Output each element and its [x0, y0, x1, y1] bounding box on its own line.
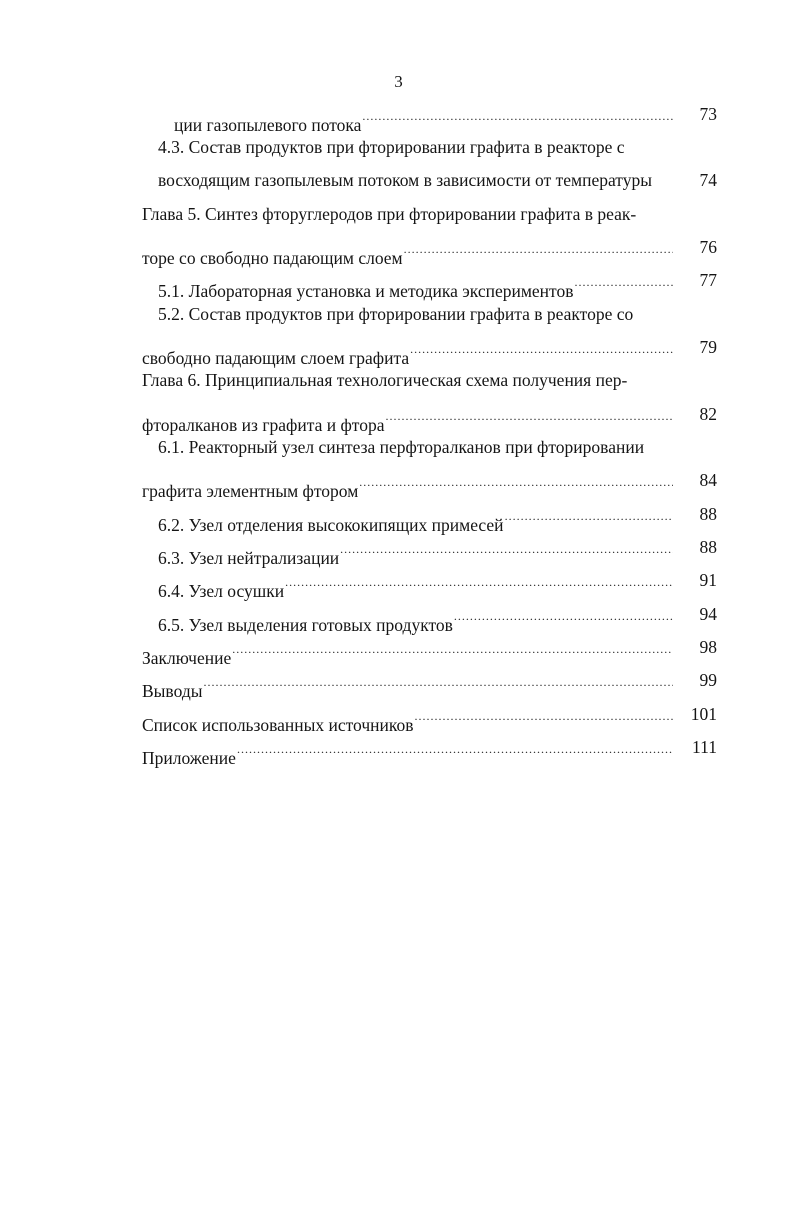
- toc-entry: [142, 463, 679, 501]
- dot-leader: [574, 263, 673, 297]
- toc-entry: [158, 597, 679, 635]
- toc-entry: [142, 397, 679, 435]
- toc-entry: [142, 197, 722, 231]
- dot-leader: [505, 497, 673, 531]
- dot-leader: [386, 397, 674, 431]
- toc-entry-text: 6.4. Узел осушки: [158, 581, 285, 601]
- toc-page-number: 77: [699, 270, 717, 290]
- toc-page-number: 94: [699, 604, 717, 624]
- toc-page-number: 84: [699, 470, 717, 490]
- toc-entry-text: Список использованных источников: [142, 715, 414, 735]
- dot-leader: [404, 230, 673, 264]
- toc-page-number: 88: [699, 504, 717, 524]
- toc-entry-text: восходящим газопылевым потоком в зависимости от температуры: [158, 170, 652, 190]
- dot-leader: [410, 330, 673, 364]
- dot-leader: [237, 730, 673, 764]
- toc-entry: [158, 563, 679, 601]
- toc-entry-text: ции газопылевого потока: [174, 115, 362, 135]
- dot-leader: [340, 530, 673, 564]
- dot-leader: [362, 97, 673, 131]
- toc-entry: [158, 163, 683, 197]
- toc-page-number: 79: [699, 337, 717, 357]
- toc-entry-text: графита элементным фтором: [142, 481, 359, 501]
- toc-entry: [174, 97, 679, 135]
- dot-leader: [203, 663, 673, 697]
- toc-entry-text: 6.1. Реакторный узел синтеза перфторалканов при фторировании: [158, 437, 645, 457]
- toc-entry-text: 6.5. Узел выделения готовых продуктов: [158, 615, 453, 635]
- toc-entry-text: 6.3. Узел нейтрализации: [158, 548, 340, 568]
- toc-page-number: 76: [699, 237, 717, 257]
- toc-entry-text: фторалканов из графита и фтора: [142, 415, 385, 435]
- toc-entry-text: 5.1. Лабораторная установка и методика экспериментов: [158, 281, 574, 301]
- toc-entry-text: Выводы: [142, 681, 203, 701]
- toc-page-number: 98: [699, 637, 717, 657]
- toc-entry: [142, 663, 679, 701]
- toc-page-number: 88: [699, 537, 717, 557]
- toc-entry-text: 5.2. Состав продуктов при фторировании графита в реакторе со: [158, 304, 634, 324]
- toc-entry: [158, 263, 679, 301]
- toc-page-number: 99: [699, 670, 717, 690]
- toc-entry-text: Глава 5. Синтез фторуглеродов при фторировании графита в реак-: [142, 204, 637, 224]
- toc-entry: [142, 330, 679, 368]
- toc-entry-text: торе со свободно падающим слоем: [142, 248, 403, 268]
- toc-page-number: 111: [692, 737, 717, 757]
- toc-entry-text: Глава 6. Принципиальная технологическая схема получения пер-: [142, 370, 628, 390]
- page-number: 3: [394, 72, 403, 91]
- toc-entry: [158, 430, 718, 464]
- toc-page-number: 91: [699, 570, 717, 590]
- toc-page-number: 74: [699, 170, 717, 190]
- toc-page-number: 73: [699, 104, 717, 124]
- dot-leader: [454, 597, 673, 631]
- toc-entry: [158, 497, 679, 535]
- toc-entry-text: Заключение: [142, 648, 232, 668]
- toc-entry: [142, 730, 679, 768]
- toc-entry-text: 4.3. Состав продуктов при фторировании графита в реакторе с: [158, 137, 625, 157]
- dot-leader: [285, 563, 673, 597]
- toc-entry: [142, 630, 679, 668]
- toc-entry-text: Приложение: [142, 748, 236, 768]
- toc-entry-text: 6.2. Узел отделения высококипящих примесей: [158, 515, 504, 535]
- toc-page-number: 82: [699, 404, 717, 424]
- dot-leader: [232, 630, 673, 664]
- toc-entry: [142, 230, 679, 268]
- toc-entry: [142, 363, 722, 397]
- dot-leader: [415, 697, 673, 731]
- toc-entry: [158, 297, 718, 331]
- toc-page-number: 101: [690, 704, 717, 724]
- dot-leader: [359, 463, 673, 497]
- toc-entry: [142, 697, 679, 735]
- toc-entry: [158, 130, 718, 164]
- toc-entry: [158, 530, 679, 568]
- toc-entry-text: свободно падающим слоем графита: [142, 348, 410, 368]
